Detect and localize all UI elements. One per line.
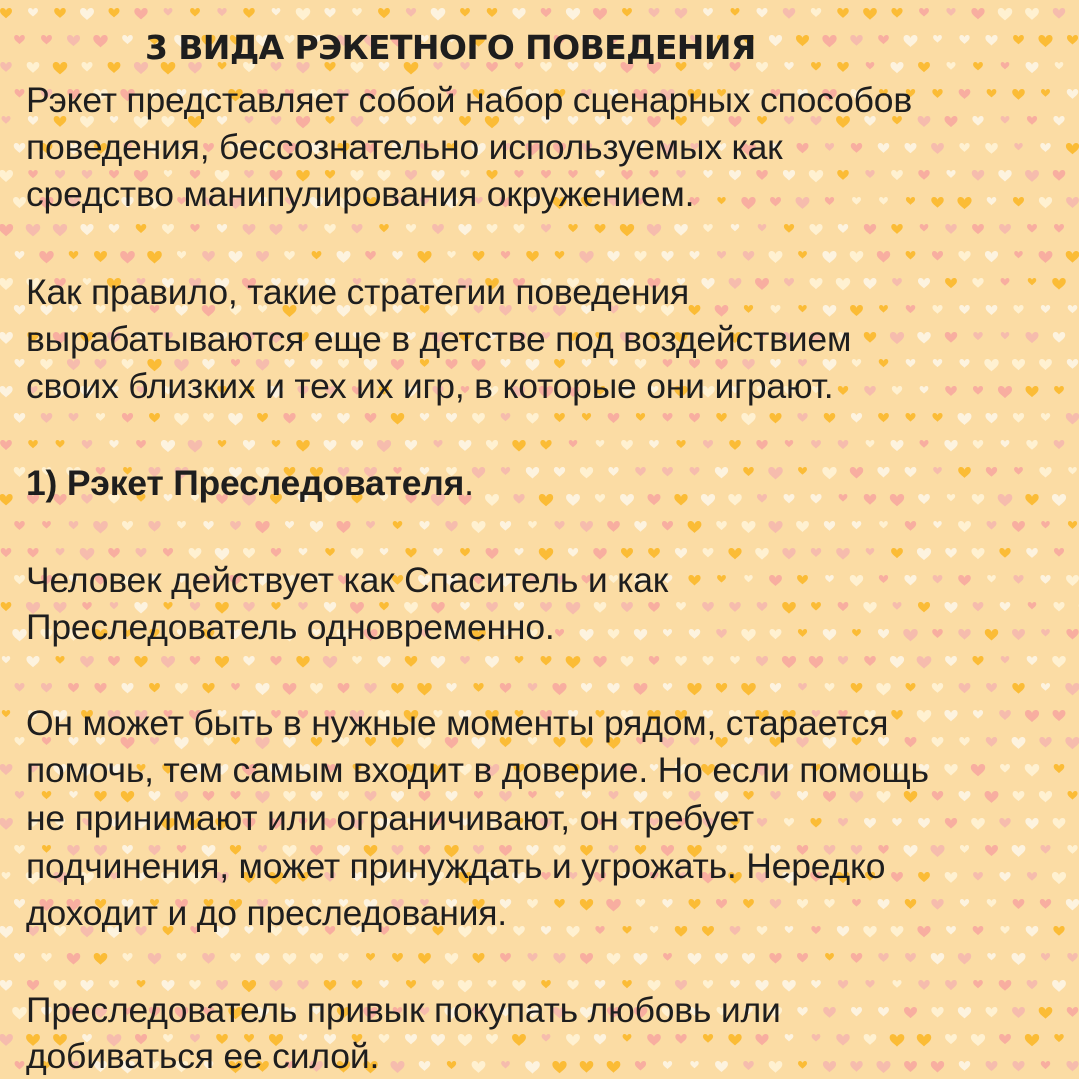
- paragraph-4-line-4: подчинения, может принуждать и угрожать. Нередко: [26, 846, 886, 886]
- document-title: 3 ВИДА РЭКЕТНОГО ПОВЕДЕНИЯ: [145, 28, 756, 67]
- paragraph-5-line-2: добиваться ее силой.: [26, 1036, 380, 1076]
- paragraph-2-line-2: вырабатываются еще в детстве под воздействием: [26, 319, 852, 359]
- intro-line-3: средство манипулирования окружением.: [26, 174, 695, 214]
- section-1-heading: 1) Рэкет Преследователя: [26, 463, 465, 503]
- intro-line-1: Рэкет представляет собой набор сценарных способов: [26, 80, 912, 120]
- paragraph-4-line-5: доходит и до преследования.: [26, 893, 507, 933]
- section-1-heading-line: [26, 461, 474, 505]
- paragraph-3-line-2: Преследователь одновременно.: [26, 607, 555, 647]
- paragraph-4-line-2: помочь, тем самым входит в доверие. Но если помощь: [26, 750, 929, 790]
- section-1-heading-suffix: .: [464, 463, 474, 503]
- paragraph-5-line-1: Преследователь привык покупать любовь или: [26, 990, 781, 1030]
- paragraph-2-line-3: своих близких и тех их игр, в которые они играют.: [26, 366, 834, 406]
- paragraph-2-line-1: Как правило, такие стратегии поведения: [26, 272, 690, 312]
- paragraph-4-line-3: не принимают или ограничивают, он требует: [26, 798, 754, 838]
- paragraph-4-line-1: Он может быть в нужные моменты рядом, старается: [26, 703, 889, 743]
- intro-line-2: поведения, бессознательно используемых как: [26, 127, 783, 167]
- paragraph-3-line-1: Человек действует как Спаситель и как: [26, 560, 669, 600]
